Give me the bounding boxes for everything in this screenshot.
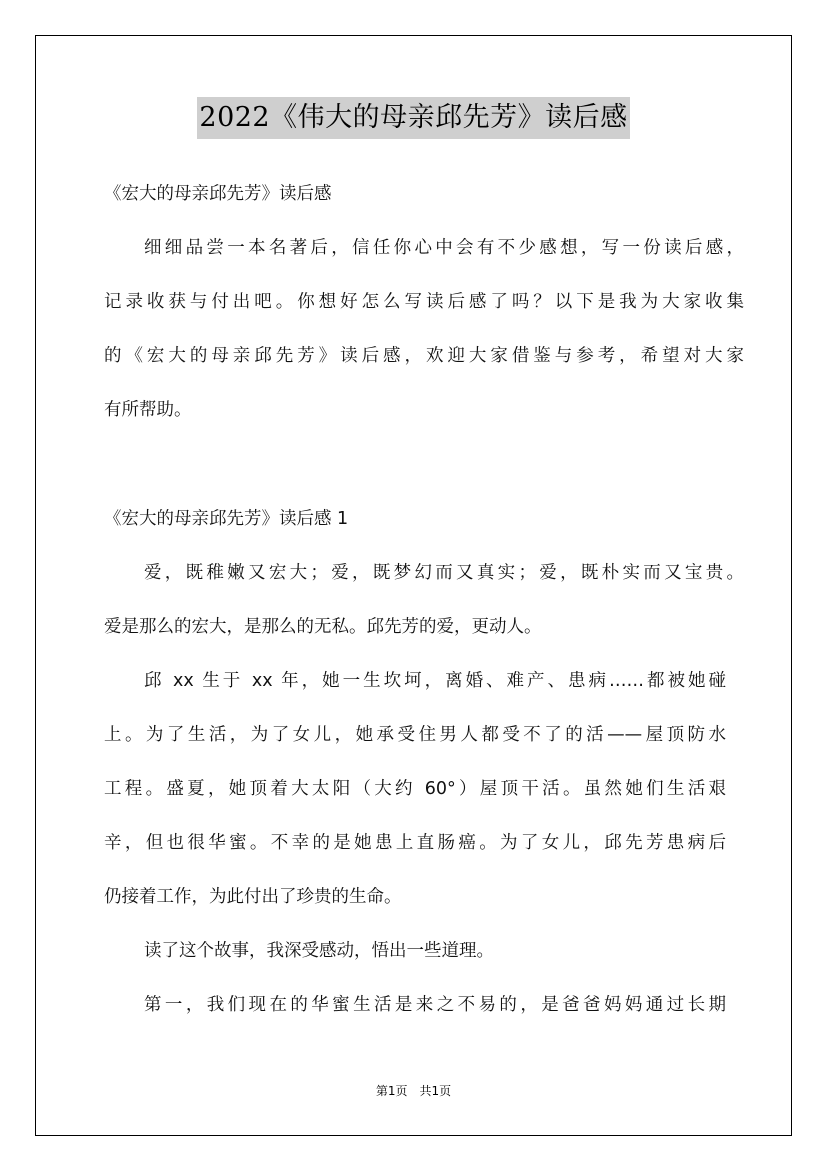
intro-line-3: 的《宏大的母亲邱先芳》读后感，欢迎大家借鉴与参考，希望对大家 [104, 346, 744, 366]
section-heading: 《宏大的母亲邱先芳》读后感 1 [104, 509, 349, 529]
body-line-3: 邱 xx 生于 xx 年，她一生坎坷，离婚、难产、患病……都被她碰 [144, 671, 726, 691]
document-title: 2022《伟大的母亲邱先芳》读后感 [197, 97, 629, 139]
page-footer: 第1页 共1页 [375, 1084, 452, 1098]
body-line-7: 仍接着工作，为此付出了珍贵的生命。 [104, 887, 402, 907]
body-line-1: 爱，既稚嫩又宏大；爱，既梦幻而又真实；爱，既朴实而又宝贵。 [144, 563, 744, 583]
intro-line-4: 有所帮助。 [104, 400, 192, 420]
body-line-8: 读了这个故事，我深受感动，悟出一些道理。 [144, 941, 494, 961]
intro-line-2: 记录收获与付出吧。你想好怎么写读后感了吗？以下是我为大家收集 [104, 292, 744, 312]
title-container [0, 97, 827, 139]
body-line-4: 上。为了生活，为了女儿，她承受住男人都受不了的活——屋顶防水 [104, 725, 726, 745]
body-line-5: 工程。盛夏，她顶着大太阳（大约 60°）屋顶干活。虽然她们生活艰 [104, 779, 726, 799]
body-line-2: 爱是那么的宏大，是那么的无私。邱先芳的爱，更动人。 [104, 617, 542, 637]
body-line-6: 辛，但也很华蜜。不幸的是她患上直肠癌。为了女儿，邱先芳患病后 [104, 833, 726, 853]
body-line-9: 第一，我们现在的华蜜生活是来之不易的，是爸爸妈妈通过长期 [144, 995, 726, 1015]
intro-line-1: 细细品尝一本名著后，信任你心中会有不少感想，写一份读后感， [144, 238, 744, 258]
subtitle: 《宏大的母亲邱先芳》读后感 [104, 184, 332, 204]
